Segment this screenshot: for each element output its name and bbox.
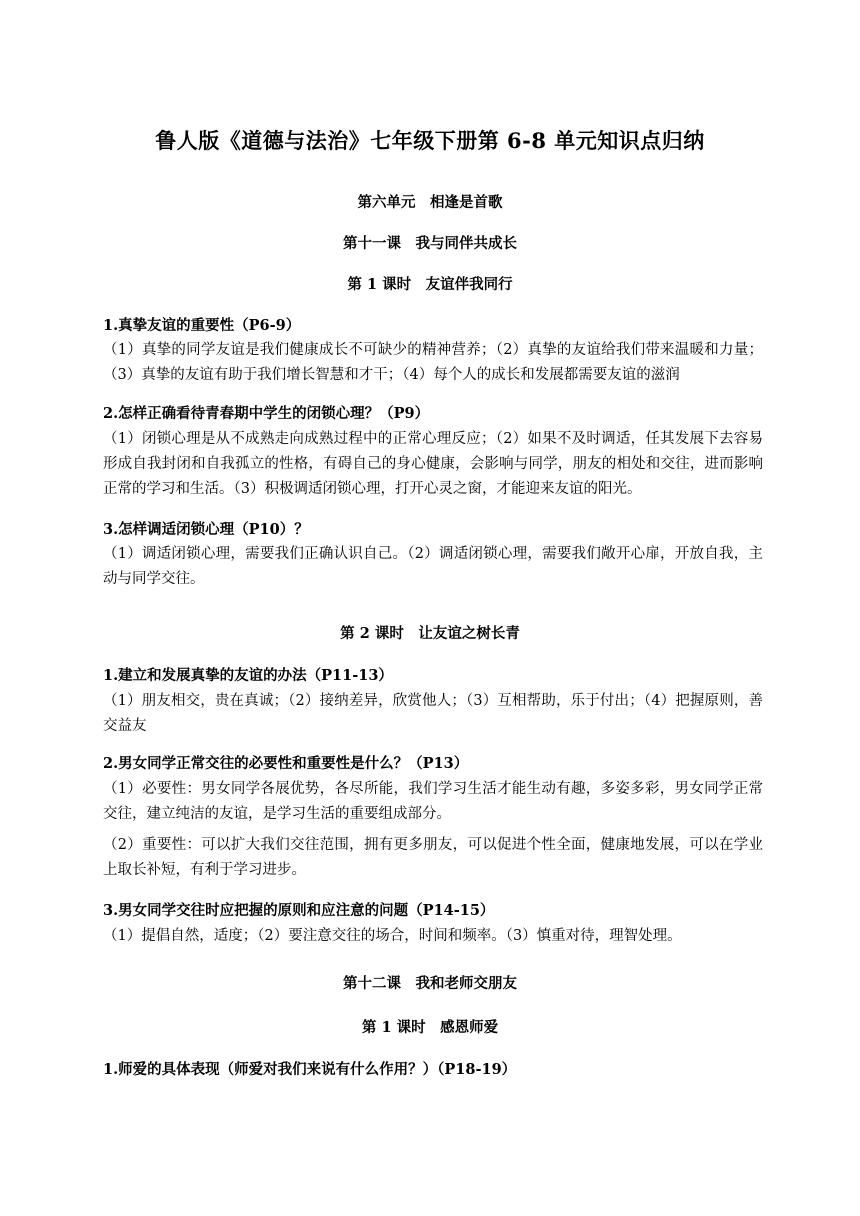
answer-paragraph: （1）提倡自然，适度；（2）要注意交往的场合，时间和频率。（3）慎重对待，理智处理。 [103,928,682,944]
document-title: 鲁人版《道德与法治》七年级下册第 6-8 单元知识点归纳 [155,128,705,153]
question-heading: 3.怎样调适闭锁心理（P10）？ [103,521,309,538]
answer-paragraph: （1）闭锁心理是从不成熟走向成熟过程中的正常心理反应；（2）如果不及时调适，任其发展下去容易形成自我封闭和自我孤立的性格，有碍自己的身心健康，会影响与同学，朋友的相处和交往，进而影响正常的学习和生活。（3）积极调适闭锁心理，打开心灵之窗，才能迎来友谊的阳光。 [103,431,763,497]
question-heading: 3.男女同学交往时应把握的原则和应注意的问题（P14-15） [103,902,495,919]
question-heading: 2.男女同学正常交往的必要性和重要性是什么？（P13） [103,755,469,772]
unit-heading: 第六单元 相逢是首歌 [357,194,503,211]
answer-paragraph: （1）调适闭锁心理，需要我们正确认识自己。（2）调适闭锁心理，需要我们敞开心扉，开放自我，主动与同学交往。 [103,546,763,587]
question-heading: 1.师爱的具体表现（师爱对我们来说有什么作用？）（P18-19） [103,1061,517,1078]
period-heading: 第 2 课时 让友谊之树长青 [340,625,520,642]
question-heading: 1.建立和发展真挚的友谊的办法（P11-13） [103,667,393,684]
answer-paragraph: （2）重要性：可以扩大我们交往范围，拥有更多朋友，可以促进个性全面，健康地发展，可以在学业上取长补短，有利于学习进步。 [103,837,763,878]
answer-paragraph: （1）必要性：男女同学各展优势，各尽所能，我们学习生活才能生动有趣，多姿多彩，男女同学正常交往，建立纯洁的友谊，是学习生活的重要组成部分。 [103,781,763,822]
period-heading: 第 1 课时 友谊伴我同行 [347,276,513,293]
lesson-heading: 第十一课 我与同伴共成长 [343,235,517,252]
period-heading: 第 1 课时 感恩师爱 [361,1019,499,1036]
question-heading: 1.真挚友谊的重要性（P6-9） [103,317,301,334]
answer-paragraph: （1）真挚的同学友谊是我们健康成长不可缺少的精神营养；（2）真挚的友谊给我们带来温暖和力量；（3）真挚的友谊有助于我们增长智慧和才干；（4）每个人的成长和发展都需要友谊的滋润 [103,342,763,383]
answer-paragraph: （1）朋友相交，贵在真诚；（2）接纳差异，欣赏他人；（3）互相帮助，乐于付出；（4）把握原则，善交益友 [103,693,763,734]
question-heading: 2.怎样正确看待青春期中学生的闭锁心理？（P9） [103,405,430,422]
lesson-heading: 第十二课 我和老师交朋友 [343,975,517,992]
